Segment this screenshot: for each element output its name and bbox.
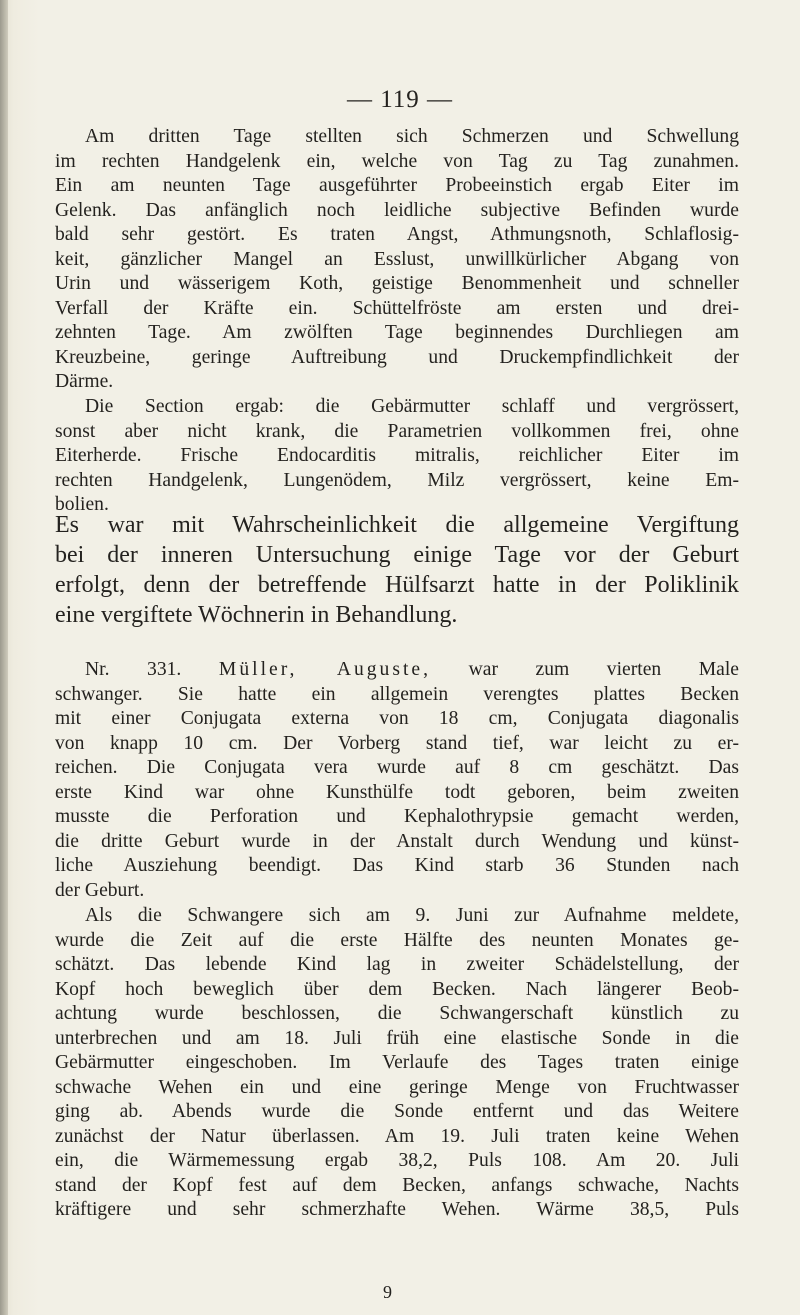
text-line: stand der Kopf fest auf dem Becken, anfangs schwache, Nachts xyxy=(55,1174,739,1196)
text-line: Verfall der Kräfte ein. Schüttelfröste am ersten und drei- xyxy=(55,297,739,319)
text-line: Die Section ergab: die Gebärmutter schlaff und vergrössert, xyxy=(85,396,739,417)
text-line: Därme. xyxy=(55,371,114,392)
text-line: Als die Schwangere sich am 9. Juni zur Aufnahme meldete, xyxy=(85,905,739,926)
text-line: bei der inneren Untersuchung einige Tage vor der Geburt xyxy=(55,542,739,568)
text-line: sonst aber nicht krank, die Parametrien vollkommen frei, ohne xyxy=(55,420,739,442)
text-line: bolien. xyxy=(55,494,109,515)
text-line: bald sehr gestört. Es traten Angst, Athmungsnoth, Schlaflosig- xyxy=(55,224,739,245)
text-line: Gelenk. Das anfänglich noch leidliche subjective Befinden wurde xyxy=(55,199,739,221)
text-line: reichen. Die Conjugata vera wurde auf 8 cm geschätzt. Das xyxy=(55,757,739,778)
text-line: keit, gänzlicher Mangel an Esslust, unwillkürlicher Abgang von xyxy=(55,248,739,270)
text-line: musste die Perforation und Kephalothrypsie gemacht werden, xyxy=(55,806,739,827)
text-line: Kopf hoch beweglich über dem Becken. Nach längerer Beob- xyxy=(55,978,739,1000)
text-line: Urin und wässerigem Koth, geistige Benommenheit und schneller xyxy=(55,273,739,294)
text-line: eine vergiftete Wöchnerin in Behandlung. xyxy=(55,602,458,628)
text-line: achtung wurde beschlossen, die Schwangerschaft künstlich zu xyxy=(55,1003,739,1024)
text-line: Es war mit Wahrscheinlichkeit die allgemeine Vergiftung xyxy=(55,512,739,538)
text-line: zunächst der Natur überlassen. Am 19. Juli traten keine Wehen xyxy=(55,1125,739,1147)
text-line: kräftigere und sehr schmerzhafte Wehen. Wärme 38,5, Puls xyxy=(55,1199,739,1220)
text-line: ein, die Wärmemessung ergab 38,2, Puls 108. Am 20. Juli xyxy=(55,1150,739,1171)
text-line: rechten Handgelenk, Lungenödem, Milz vergrössert, keine Em- xyxy=(55,469,739,491)
case-number: Nr. 331. xyxy=(85,659,182,680)
text-line: von knapp 10 cm. Der Vorberg stand tief, war leicht zu er- xyxy=(55,732,739,754)
case-heading-line xyxy=(55,658,739,683)
paragraph-case-331 xyxy=(55,658,739,903)
text-line: erste Kind war ohne Kunsthülfe todt geboren, beim zweiten xyxy=(55,781,739,803)
patient-name: Müller, Auguste, xyxy=(218,659,432,680)
text-line: Am dritten Tage stellten sich Schmerzen und Schwellung xyxy=(85,126,739,147)
text-line: schätzt. Das lebende Kind lag in zweiter Schädelstellung, der xyxy=(55,954,739,975)
text-line: erfolgt, denn der betreffende Hülfsarzt hatte in der Poliklinik xyxy=(55,572,739,598)
text-line: mit einer Conjugata externa von 18 cm, Conjugata diagonalis xyxy=(55,708,739,729)
text-line: Gebärmutter eingeschoben. Im Verlaufe des Tages traten einige xyxy=(55,1052,739,1073)
text-line: schwache Wehen ein und eine geringe Menge von Fruchtwasser xyxy=(55,1076,739,1098)
page-binding-edge xyxy=(0,0,8,1315)
text-line: im rechten Handgelenk ein, welche von Tag zu Tag zunahmen. xyxy=(55,150,739,172)
text-line: liche Ausziehung beendigt. Das Kind starb 36 Stunden nach xyxy=(55,855,739,876)
text-line: wurde die Zeit auf die erste Hälfte des neunten Monates ge- xyxy=(55,929,739,951)
text-line: Ein am neunten Tage ausgeführter Probeeinstich ergab Eiter im xyxy=(55,175,739,196)
paragraph-1 xyxy=(55,125,739,395)
text-line: zehnten Tage. Am zwölften Tage beginnendes Durchliegen am xyxy=(55,322,739,343)
text-line: Eiterherde. Frische Endocarditis mitralis, reichlicher Eiter im xyxy=(55,445,739,466)
text-line: ging ab. Abends wurde die Sonde entfernt und das Weitere xyxy=(55,1101,739,1122)
text-line: Kreuzbeine, geringe Auftreibung und Druckempfindlichkeit der xyxy=(55,346,739,368)
paragraph-5 xyxy=(55,904,739,1223)
paragraph-2 xyxy=(55,395,739,518)
text-line: schwanger. Sie hatte ein allgemein verengtes plattes Becken xyxy=(55,683,739,705)
page-number: — 119 — xyxy=(346,86,454,113)
text-fragment: war zum vierten Male xyxy=(468,659,740,680)
signature-mark: 9 xyxy=(383,1282,392,1302)
text-line: der Geburt. xyxy=(55,879,145,901)
paragraph-3-emphasis xyxy=(55,510,739,630)
text-line: die dritte Geburt wurde in der Anstalt durch Wendung und künst- xyxy=(55,830,739,852)
text-line: unterbrechen und am 18. Juli früh eine elastische Sonde in die xyxy=(55,1027,739,1049)
